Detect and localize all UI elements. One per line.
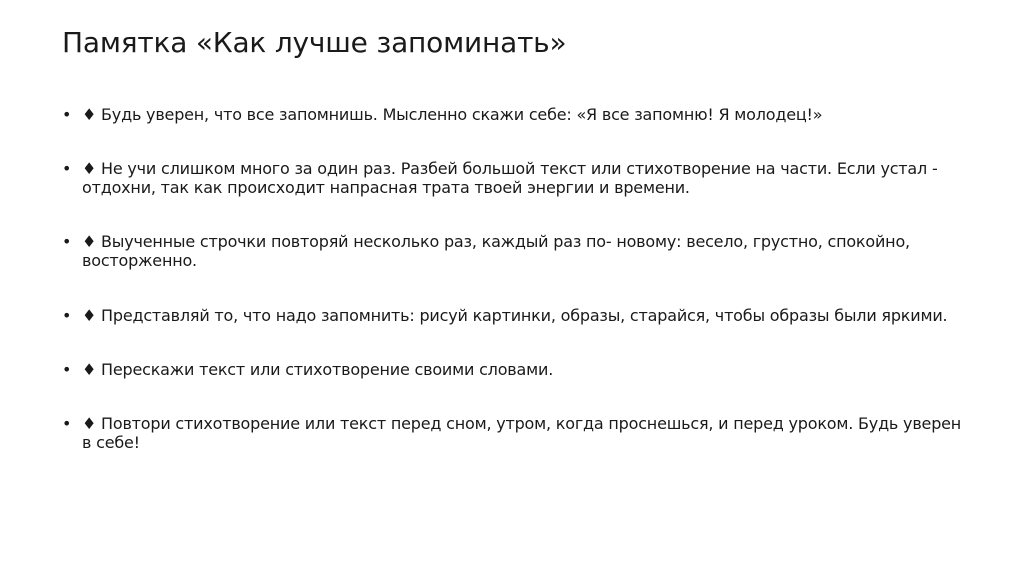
bullet-icon: • bbox=[62, 360, 72, 379]
list-item-text: ♦ Повтори стихотворение или текст перед сном, утром, когда проснешься, и перед уроком. Будь уверен в себе! bbox=[82, 414, 962, 452]
bullet-icon: • bbox=[62, 232, 72, 251]
list-item-text: ♦ Представляй то, что надо запомнить: рисуй картинки, образы, старайся, чтобы образы были яркими. bbox=[82, 306, 948, 325]
bullet-icon: • bbox=[62, 306, 72, 325]
bullet-icon: • bbox=[62, 105, 72, 124]
list-item-text: ♦ Не учи слишком много за один раз. Разбей большой текст или стихотворение на части. Если устал - отдохни, так как происходит напрасная трата твоей энергии и времени. bbox=[82, 159, 938, 197]
list-item bbox=[62, 105, 962, 124]
bullet-icon: • bbox=[62, 414, 72, 433]
list-item bbox=[62, 414, 962, 452]
list-item bbox=[62, 306, 962, 325]
list-item bbox=[62, 159, 962, 197]
list-item-text: ♦ Перескажи текст или стихотворение своими словами. bbox=[82, 360, 554, 379]
bullet-icon: • bbox=[62, 159, 72, 178]
list-item bbox=[62, 232, 962, 270]
list-item-text: ♦ Выученные строчки повторяй несколько раз, каждый раз по- новому: весело, грустно, спокойно, восторженно. bbox=[82, 232, 910, 270]
bullet-list bbox=[62, 105, 962, 452]
slide-title: Памятка «Как лучше запоминать» bbox=[62, 26, 567, 59]
list-item-text: ♦ Будь уверен, что все запомнишь. Мысленно скажи себе: «Я все запомню! Я молодец!» bbox=[82, 105, 823, 124]
list-item bbox=[62, 360, 962, 379]
